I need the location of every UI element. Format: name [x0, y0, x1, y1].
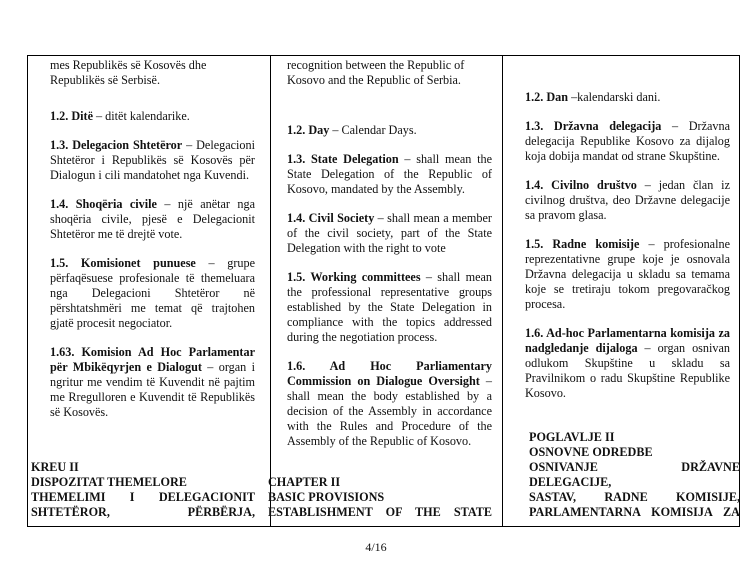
- definition-1-6: [525, 326, 730, 401]
- chapter-subtitle: THEMELIMI I DELEGACIONIT: [31, 490, 255, 504]
- definition-term: 1.5. Radne komisije: [525, 237, 640, 251]
- chapter-number: KREU II: [31, 460, 79, 474]
- intro-text: [50, 58, 255, 88]
- definition-text: – shall mean a member of the civil society, part of the State Delegation with the right to vote: [287, 211, 492, 255]
- definition-term: 1.2. Dan: [525, 90, 569, 104]
- definition-term: 1.2. Ditë: [50, 109, 93, 123]
- definition-term: 1.63. Komision Ad Hoc Parlamentar për Mbikëqyrjen e Dialogut: [50, 345, 255, 374]
- chapter-heading: [268, 475, 492, 520]
- definition-1-6: [50, 345, 255, 420]
- definition-term: 1.4. Shoqëria civile: [50, 197, 157, 211]
- definition-term: 1.6. Ad-hoc Parlamentarna komisija za nadgledanje dijaloga: [525, 326, 730, 355]
- definition-term: 1.5. Working committees: [287, 270, 421, 284]
- definition-term: 1.6. Ad Hoc Parliamentary Commission on Dialogue Oversight: [287, 359, 492, 388]
- albanian-column: [31, 56, 255, 526]
- chapter-title: BASIC PROVISIONS: [268, 490, 385, 504]
- definition-term: 1.4. Civilno društvo: [525, 178, 637, 192]
- intro-line: Kosovo and the Republic of Serbia.: [287, 73, 461, 87]
- intro-line: Republikës së Serbisë.: [50, 73, 161, 87]
- chapter-number: CHAPTER II: [268, 475, 341, 489]
- definition-text: – organ i ngritur me vendim të Kuvendit në pajtim me Rregulloren e Kuvendit të Republikës së Kosovës.: [50, 360, 255, 419]
- definition-text: – Državna delegacija Republike Kosovo za dijalog koja dobija mandat od strane Skupštine.: [525, 119, 730, 163]
- column-divider: [270, 56, 271, 526]
- definition-1-4: [287, 211, 492, 256]
- definition-term: 1.5. Komisionet punuese: [50, 256, 196, 270]
- chapter-subtitle: PARLAMENTARNA KOMISIJA ZA: [529, 505, 740, 519]
- definition-1-4: [525, 178, 730, 223]
- definition-text: – shall mean the State Delegation of the Republic of Kosovo, mandated by the Assembly.: [287, 152, 492, 196]
- chapter-subtitle: ESTABLISHMENT OF THE STATE: [268, 505, 492, 519]
- definition-text: – profesionalne reprezentativne grupe koje je osnovala Državna delegacija u skladu sa temama koje se tretiraju tokom pregovaračkog procesa.: [525, 237, 730, 311]
- definition-text: –kalendarski dani.: [568, 90, 661, 104]
- definition-1-2: [50, 109, 255, 124]
- definition-1-2: [287, 123, 492, 138]
- english-column: [268, 56, 493, 526]
- serbian-column: [525, 56, 740, 526]
- column-divider: [502, 56, 503, 526]
- trilingual-table: [27, 55, 740, 527]
- definition-text: – ditët kalendarike.: [92, 109, 190, 123]
- intro-text: [287, 58, 492, 88]
- definition-text: – jedan član iz civilnog društva, deo Državne delegacije sa pravom glasa.: [525, 178, 730, 222]
- definition-1-3: [525, 119, 730, 164]
- definition-text: – Delegacioni Shtetëror i Republikës së Kosovës për Dialogun i cili mandatohet nga Kuvendi.: [50, 138, 255, 182]
- chapter-title: DISPOZITAT THEMELORE: [31, 475, 187, 489]
- definition-text: – Calendar Days.: [329, 123, 417, 137]
- chapter-heading: [529, 430, 740, 520]
- chapter-subtitle: SHTETËROR, PËRBËRJA,: [31, 505, 255, 519]
- page-number: 4/16: [365, 540, 387, 554]
- definition-1-6: [287, 359, 492, 449]
- definition-1-5: [287, 270, 492, 345]
- definition-text: – shall mean the professional representative groups established by the State Delegation in compliance with the topics addressed during the negotiation process.: [287, 270, 492, 344]
- chapter-title: OSNOVNE ODREDBE: [529, 445, 653, 459]
- definition-1-3: [287, 152, 492, 197]
- chapter-heading: [31, 460, 255, 520]
- intro-line: mes Republikës së Kosovës dhe: [50, 58, 207, 72]
- definition-text: – grupe përfaqësuese profesionale të themeluara nga Delegacioni Shtetëror në përshtatshmëri me temat që trajtohen gjatë procesit negociator.: [50, 256, 255, 330]
- definition-term: 1.4. Civil Society: [287, 211, 375, 225]
- definition-text: – organ osnivan odlukom Skupštine u skladu sa Pravilnikom o radu Skupštine Republike Kosovo.: [525, 341, 730, 400]
- definition-1-5: [525, 237, 730, 312]
- intro-line: recognition between the Republic of: [287, 58, 465, 72]
- definition-text: – shall mean the body established by a decision of the Assembly in accordance with the Rules and Procedure of the Assembly of the Republic of Kosovo.: [287, 374, 493, 448]
- definition-term: 1.3. Delegacion Shtetëror: [50, 138, 183, 152]
- definition-term: 1.2. Day: [287, 123, 330, 137]
- definition-text: – një anëtar nga shoqëria civile, pjesë e Delegacionit Shtetëror me të drejtë vote.: [50, 197, 255, 241]
- chapter-number: POGLAVLJE II: [529, 430, 615, 444]
- definition-term: 1.3. Državna delegacija: [525, 119, 662, 133]
- definition-1-4: [50, 197, 255, 242]
- chapter-subtitle: SASTAV, RADNE KOMISIJE,: [529, 490, 740, 504]
- definition-1-2: [525, 90, 730, 105]
- definition-1-3: [50, 138, 255, 183]
- chapter-subtitle: OSNIVANJE DRŽAVNE DELEGACIJE,: [529, 460, 740, 489]
- definition-term: 1.3. State Delegation: [287, 152, 399, 166]
- definition-1-5: [50, 256, 255, 331]
